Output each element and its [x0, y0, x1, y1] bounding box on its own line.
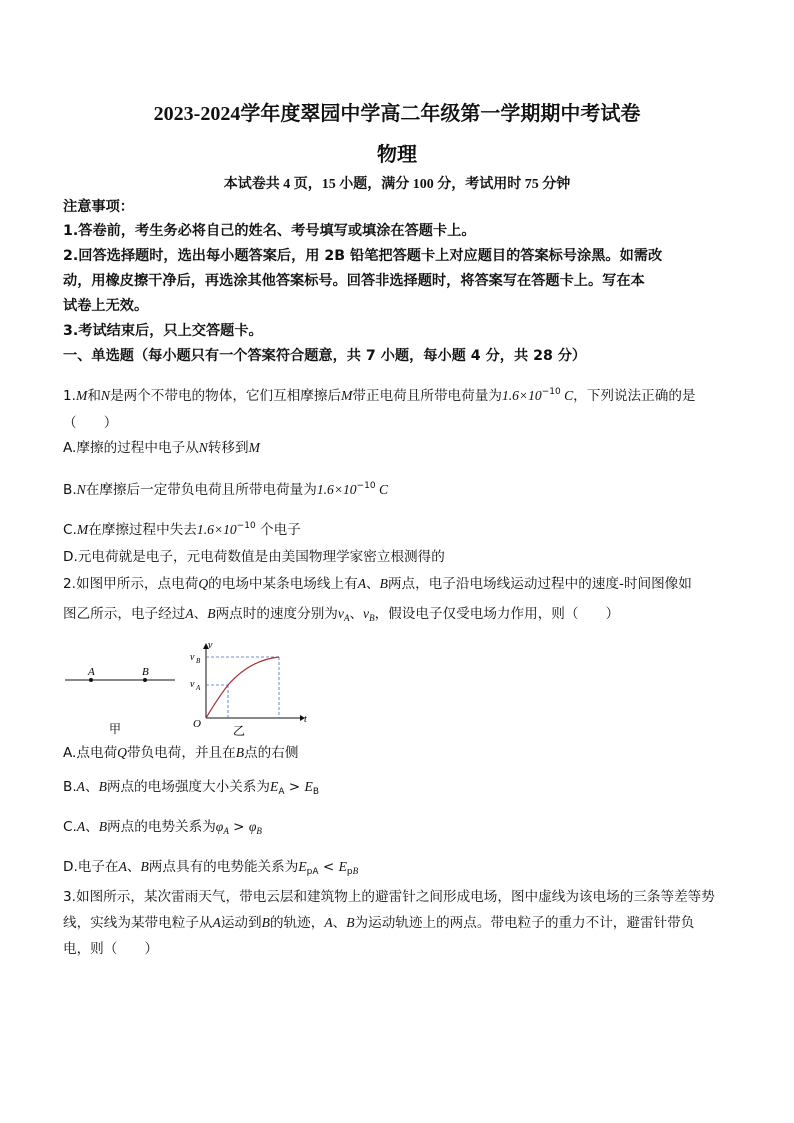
v-axis-label: v [208, 640, 213, 651]
q1-option-b: B.N在摩擦后一定带负电荷且所带电荷量为$1.6\times 10^{-10}$ C [63, 481, 389, 498]
origin-label: O [193, 718, 201, 730]
notice-item-1: 1.答卷前，考生务必将自己的姓名、考号填写或填涂在答题卡上。 [63, 223, 476, 239]
va-sub: A [196, 684, 201, 692]
q1-option-c: C.M在摩擦过程中失去$1.6\times 10^{-10}$ 个电子 [63, 521, 301, 538]
exam-title: 2023-2024学年度翠园中学高二年级第一学期期中考试卷 [153, 103, 641, 125]
exam-info: 本试卷共 4 页，15 小题，满分 100 分，考试用时 75 分钟 [223, 177, 571, 192]
q1-option-d: D.元电荷就是电子，元电荷数值是由美国物理学家密立根测得的 [63, 549, 445, 565]
t-axis-label: t [304, 714, 307, 725]
q2-stem-line-2: 图乙所示，电子经过A、B两点时的速度分别为$v_A$、$v_B$，假设电子仅受电场力作用，则（ ） [63, 606, 620, 623]
vb-sub: B [196, 657, 201, 665]
point-a-dot [89, 678, 93, 682]
figure-yi-label: 乙 [233, 724, 246, 738]
q3-stem-line-1: 3.如图所示，某次雷雨天气，带电云层和建筑物上的避雷针之间形成电场，图中虚线为该电场的三条等差等势 [63, 889, 715, 905]
q2-figure [60, 640, 320, 740]
q2-option-c: C.A、B两点的电势关系为$\varphi_A > \varphi_B$ [63, 819, 262, 836]
q2-option-b: B.A、B两点的电场强度大小关系为$E_A > E_B$ [63, 779, 320, 797]
q1-stem: 1.M和N是两个不带电的物体，它们互相摩擦后M带正电荷且所带电荷量为$1.6\times 10^{-10}$ C，下列说法正确的是 [63, 387, 696, 404]
q2-stem-line-1: 2.如图甲所示，点电荷Q的电场中某条电场线上有A、B两点，电子沿电场线运动过程中的速度-时间图像如 [63, 576, 692, 592]
notice-item-3: 3.考试结束后，只上交答题卡。 [63, 323, 263, 339]
vb-label: v [190, 652, 195, 663]
point-a-label: A [88, 666, 95, 678]
velocity-curve [206, 657, 279, 718]
q2-option-d: D.电子在A、B两点具有的电势能关系为$E_{pA} < E_{pB}$ [63, 859, 359, 877]
subject-title: 物理 [377, 144, 417, 166]
section-heading: 一、单选题（每小题只有一个答案符合题意，共 7 小题，每小题 4 分，共 28 分） [63, 348, 587, 364]
q3-stem-line-3: 电，则（ ） [63, 941, 159, 957]
notice-item-2-line-3: 试卷上无效。 [63, 298, 149, 314]
q1-m-ref: M [341, 388, 353, 403]
notice-heading: 注意事项： [63, 199, 134, 215]
notice-item-2-line-1: 2.回答选择题时，选出每小题答案后，用 2B 铅笔把答题卡上对应题目的答案标号涂黑。如需改 [63, 248, 663, 264]
va-label: v [190, 679, 195, 690]
point-b-label: B [142, 666, 149, 678]
point-b-dot [143, 678, 147, 682]
q1-paren: （ ） [63, 415, 118, 431]
q2-option-a: A.点电荷Q带负电荷，并且在B点的右侧 [63, 745, 299, 761]
q3-stem-line-2: 线，实线为某带电粒子从A运动到B的轨迹，A、B为运动轨迹上的两点。带电粒子的重力不计，避雷针带负 [63, 915, 695, 931]
notice-item-2-line-2: 动，用橡皮擦干净后，再选涂其他答案标号。回答非选择题时，将答案写在答题卡上。写在本 [63, 273, 645, 289]
q1-option-a: A.摩擦的过程中电子从N转移到M [63, 440, 260, 456]
figure-jia-label: 甲 [109, 722, 122, 736]
